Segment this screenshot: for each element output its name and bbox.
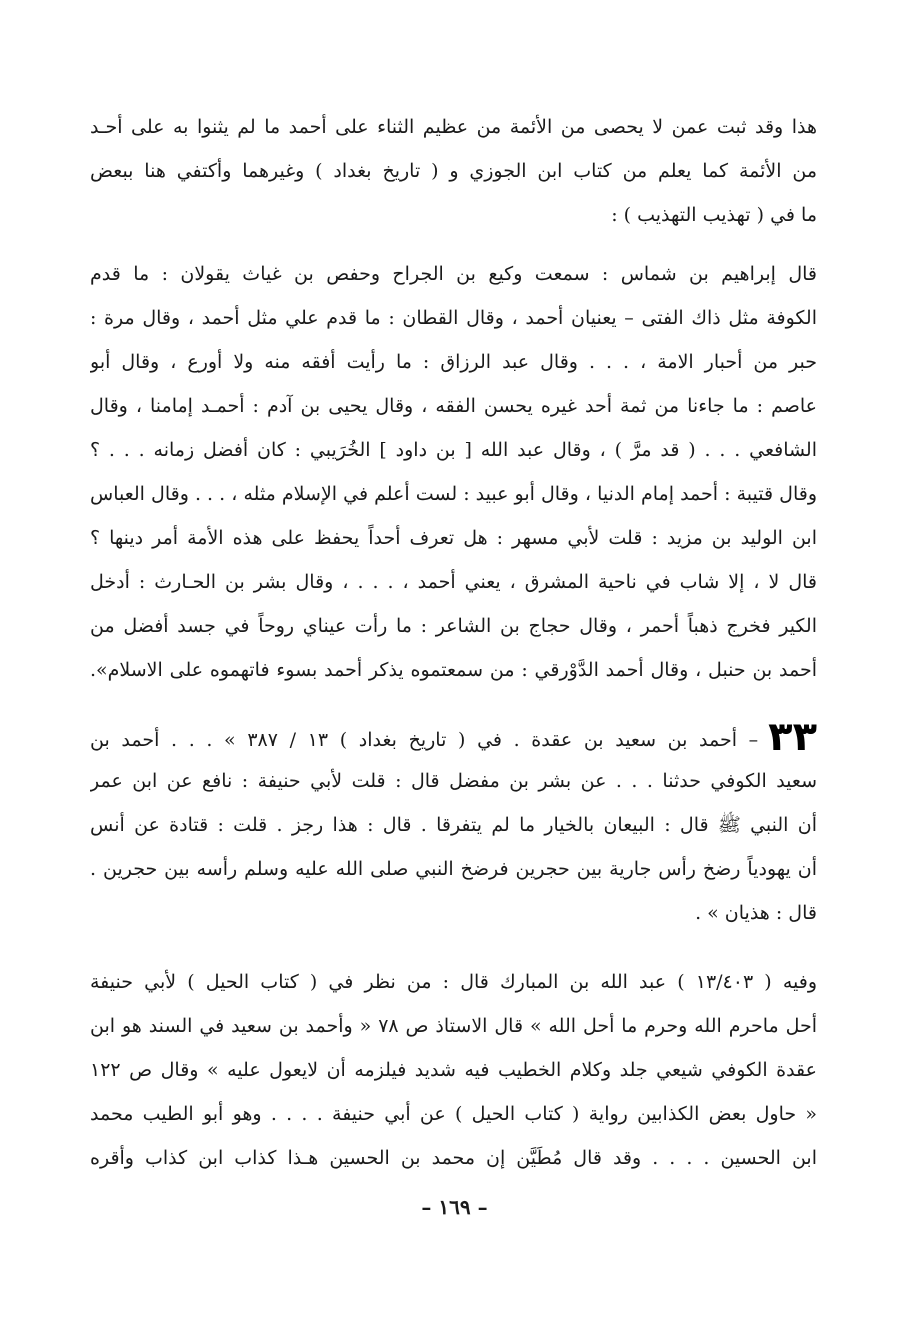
text-line: سعيد الكوفي حدثنا . . . عن بشر بن مفضل قال : قلت لأبي حنيفة : نافع عن ابن عمر — [90, 770, 817, 792]
text-line: « حاول بعض الكذابين رواية ( كتاب الحيل ) عن أبي حنيفة . . . . وهو أبو الطيب محمد — [90, 1103, 817, 1125]
text-line: ابن الوليد بن مزيد : قلت لأبي مسهر : هل تعرف أحداً يحفظ على هذه الأمة أمر دينها ؟ — [90, 527, 817, 549]
text-line: أحمد بن حنبل ، وقال أحمد الدَّوْرقي : من سمعتموه يذكر أحمد بسوء فاتهموه على الاسلام». — [90, 659, 817, 681]
text-line: أن يهودياً رضخ رأس جارية بين حجرين فرضخ النبي صلى الله عليه وسلم رأسه بين حجرين . — [90, 858, 817, 880]
text-line: وفيه ( ١٣/٤٠٣ ) عبد الله بن المبارك قال : من نظر في ( كتاب الحيل ) لأبي حنيفة — [90, 971, 817, 993]
text-line: قال : هذيان » . — [695, 902, 817, 924]
text-line: أحل ماحرم الله وحرم ما أحل الله » قال الاستاذ ص ٧٨ « وأحمد بن سعيد في السند هو ابن — [90, 1015, 817, 1037]
text-line: وقال قتيبة : أحمد إمام الدنيا ، وقال أبو عبيد : لست أعلم في الإسلام مثله ، . . . وقال العباس — [90, 483, 817, 505]
text-line: هذا وقد ثبت عمن لا يحصى من الأئمة من عظيم الثناء على أحمد ما لم يثنوا به على أحـد — [90, 116, 817, 138]
text-line: الكوفة مثل ذاك الفتى – يعنيان أحمد ، وقال القطان : ما قدم علي مثل أحمد ، وقال مرة : — [90, 307, 817, 329]
text-line: الكير فخرج ذهباً أحمر ، وقال حجاج بن الشاعر : ما رأت عيناي روحاً في جسد أفضل من — [90, 615, 817, 637]
text-line: عقدة الكوفي شيعي جلد وكلام الخطيب فيه شديد فيلزمه أن لايعول عليه » وقال ص ١٢٢ — [90, 1059, 817, 1081]
text-line: عاصم : ما جاءنا من ثمة أحد غيره يحسن الفقه ، وقال يحيى بن آدم : أحمـد إمامنا ، وقال — [90, 395, 817, 417]
commentary-paragraph — [90, 960, 817, 1180]
text-line: أن النبي ﷺ قال : البيعان بالخيار ما لم يتفرقا . قال : هذا رجز . قلت : قتادة عن أنس — [90, 814, 817, 836]
text-line: ابن الحسين . . . . وقد قال مُطَيَّن إن محمد بن الحسين هـذا كذاب ابن كذاب وأقره — [90, 1147, 817, 1169]
text-line: ما في ( تهذيب التهذيب ) : — [611, 204, 817, 226]
text-line: قال لا ، إلا شاب في ناحية المشرق ، يعني أحمد ، . . . ، وقال بشر بن الحـارث : أدخل — [90, 571, 817, 593]
entry-33-paragraph — [90, 715, 817, 935]
text-line: الشافعي . . . ( قد مرَّ ) ، وقال عبد الله [ بن داود ] الخُرَيبي : كان أفضل زمانه . . . ؟ — [90, 439, 817, 461]
entry-number: ٣٣ — [768, 715, 817, 759]
entry-heading-text: – أحمد بن سعيد بن عقدة . في ( تاريخ بغداد ) ١٣ / ٣٨٧ » . . . أحمد بن — [90, 729, 759, 751]
intro-paragraph — [90, 105, 817, 237]
quotes-paragraph — [90, 252, 817, 692]
page-number: – ١٦٩ – — [421, 1195, 488, 1219]
entry-heading-line — [90, 715, 817, 759]
text-line: حبر من أحبار الامة ، . . . وقال عبد الرزاق : ما رأيت أفقه منه ولا أورع ، وقال أبو — [90, 351, 817, 373]
text-line: قال إبراهيم بن شماس : سمعت وكيع بن الجراح وحفص بن غياث يقولان : ما قدم — [90, 263, 817, 285]
text-line: من الأئمة كما يعلم من كتاب ابن الجوزي و ( تاريخ بغداد ) وغيرهما وأكتفي هنا ببعض — [90, 160, 817, 182]
